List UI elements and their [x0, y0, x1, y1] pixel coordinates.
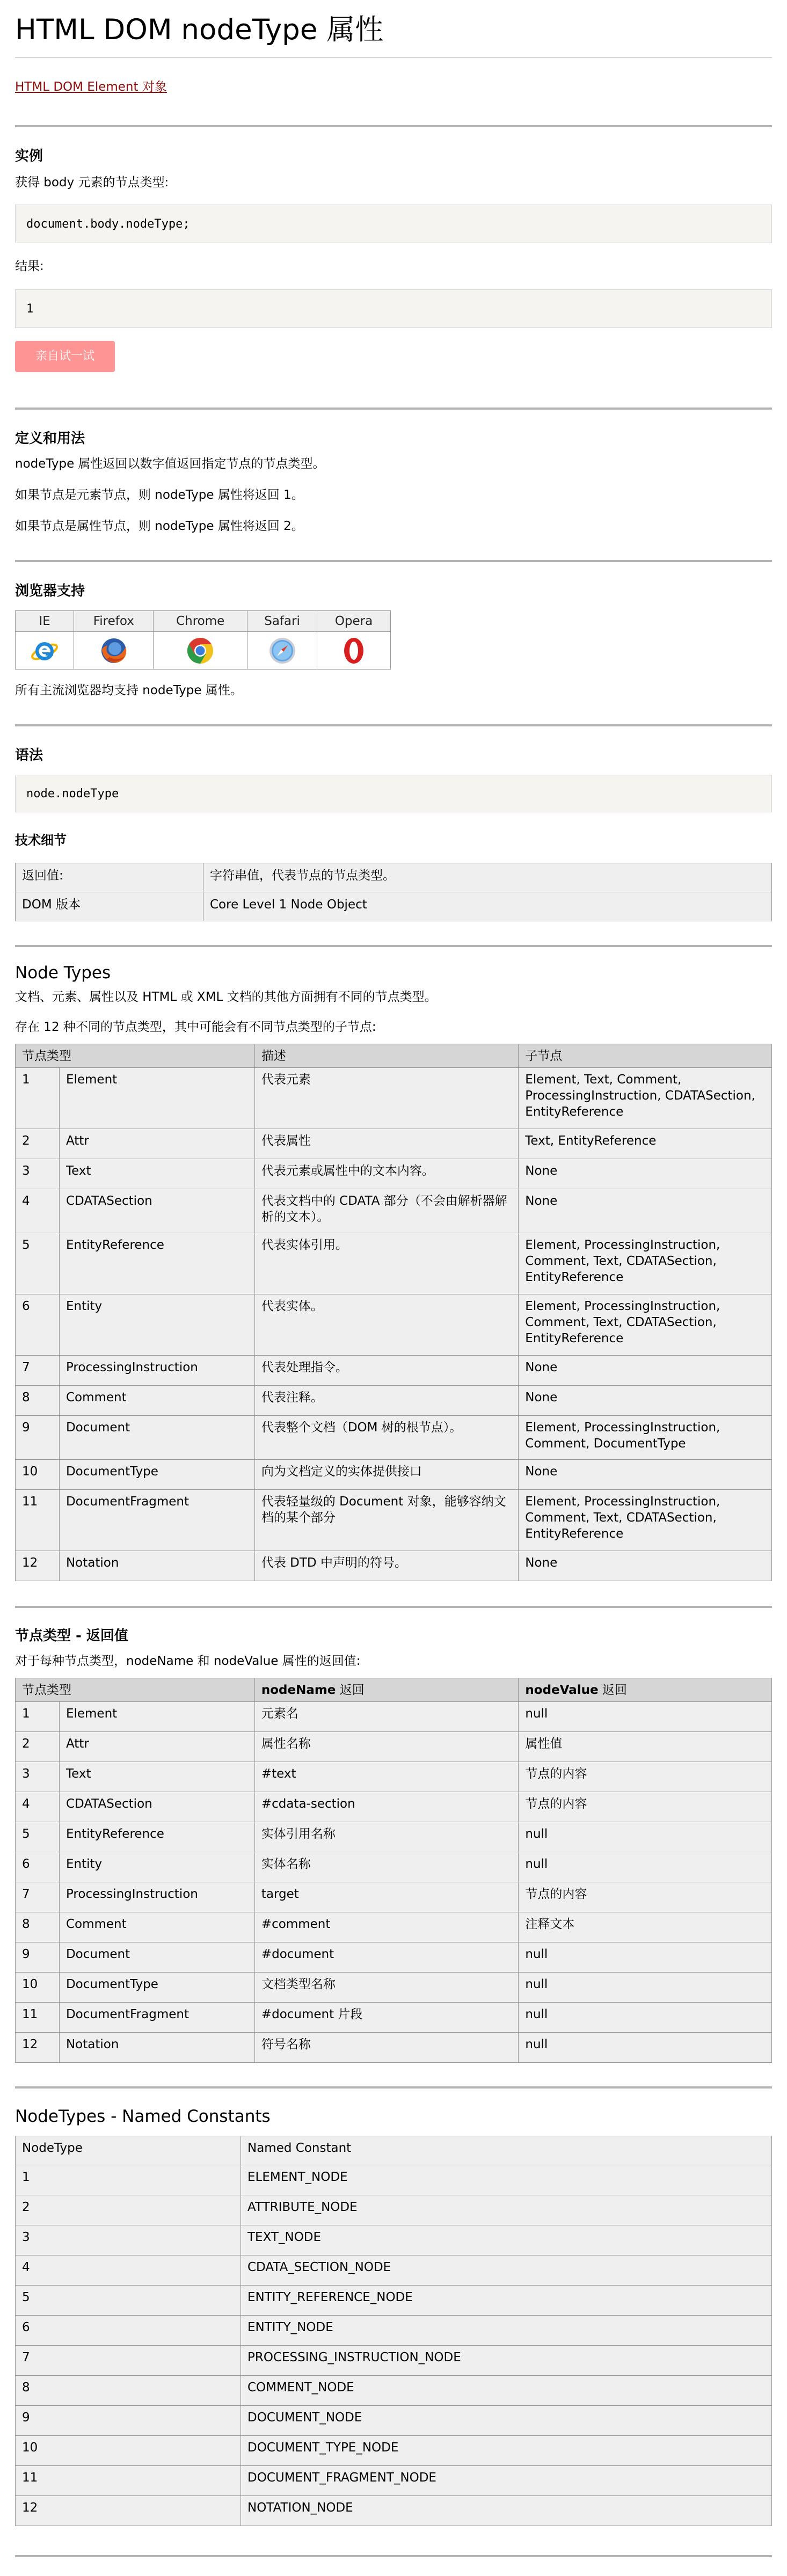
table-cell: None — [519, 1551, 772, 1581]
table-cell: null — [519, 2003, 772, 2033]
table-cell: Text — [59, 1762, 254, 1792]
table-cell: 12 — [16, 1551, 60, 1581]
table-cell: 9 — [16, 1942, 60, 1973]
try-it-button[interactable]: 亲自试一试 — [15, 341, 115, 372]
table-cell: null — [519, 1942, 772, 1973]
column-header-suffix: 返回 — [598, 1683, 627, 1697]
divider — [15, 560, 772, 562]
table-cell: 4 — [16, 1792, 60, 1822]
table-cell: 2 — [16, 1129, 60, 1159]
firefox-icon — [99, 636, 129, 666]
table-cell: 节点的内容 — [519, 1792, 772, 1822]
table-cell: 5 — [16, 2286, 241, 2316]
table-cell: 节点的内容 — [519, 1882, 772, 1912]
definition-line: 如果节点是属性节点，则 nodeType 属性将返回 2。 — [15, 519, 304, 533]
table-cell: 代表 DTD 中声明的符号。 — [254, 1551, 518, 1581]
table-row — [16, 1852, 772, 1882]
divider — [15, 125, 772, 127]
table-cell: 节点的内容 — [519, 1762, 772, 1792]
table-row — [16, 1762, 772, 1792]
table-cell: NOTATION_NODE — [241, 2496, 772, 2526]
table-cell: None — [519, 1460, 772, 1490]
syntax-code: node.nodeType — [15, 775, 772, 812]
table-cell: 实体引用名称 — [254, 1822, 519, 1852]
table-cell: 5 — [16, 1822, 60, 1852]
table-cell: 7 — [16, 1882, 60, 1912]
table-row — [16, 2436, 772, 2466]
table-cell: EntityReference — [59, 1233, 254, 1294]
browser-support-heading: 浏览器支持 — [15, 583, 85, 599]
table-cell: null — [519, 1702, 772, 1732]
table-cell: #document 片段 — [254, 2003, 519, 2033]
column-header-strong: nodeValue — [525, 1683, 599, 1697]
tech-value: 字符串值，代表节点的节点类型。 — [203, 863, 772, 892]
syntax-heading: 语法 — [15, 747, 43, 763]
node-types-desc: 存在 12 种不同的节点类型，其中可能会有不同节点类型的子节点: — [15, 1020, 376, 1034]
table-cell: 9 — [16, 1416, 60, 1460]
column-header — [254, 1678, 519, 1702]
table-cell: 4 — [16, 1189, 60, 1233]
table-cell: DOCUMENT_NODE — [241, 2406, 772, 2436]
table-cell: 6 — [16, 1294, 60, 1356]
table-row — [16, 2165, 772, 2195]
definition-heading: 定义和用法 — [15, 431, 85, 447]
divider — [15, 407, 772, 410]
table-cell: COMMENT_NODE — [241, 2376, 772, 2406]
table-row — [16, 2406, 772, 2436]
chrome-icon — [185, 636, 215, 666]
table-cell: 属性值 — [519, 1732, 772, 1762]
tech-details-table — [15, 863, 772, 921]
table-cell: Comment — [59, 1386, 254, 1416]
return-values-desc: 对于每种节点类型，nodeName 和 nodeValue 属性的返回值: — [15, 1654, 361, 1668]
table-cell: 12 — [16, 2033, 60, 2063]
table-cell: 11 — [16, 1490, 60, 1551]
divider — [15, 2086, 772, 2089]
table-row — [16, 1159, 772, 1189]
page-title: HTML DOM nodeType 属性 — [15, 13, 384, 46]
table-cell: target — [254, 1882, 519, 1912]
table-cell: 2 — [16, 2195, 241, 2225]
table-row — [16, 1189, 772, 1233]
table-cell: #comment — [254, 1912, 519, 1942]
return-values-table — [15, 1678, 772, 2063]
browser-name: Firefox — [74, 611, 154, 632]
table-cell: 8 — [16, 2376, 241, 2406]
table-cell: 2 — [16, 1732, 60, 1762]
table-row — [16, 2195, 772, 2225]
table-cell: Element — [59, 1702, 254, 1732]
browser-name: Opera — [317, 611, 391, 632]
browser-name: IE — [16, 611, 74, 632]
result-value: 1 — [15, 289, 772, 328]
table-cell: 代表整个文档（DOM 树的根节点）。 — [254, 1416, 518, 1460]
table-cell: 元素名 — [254, 1702, 519, 1732]
table-cell: 5 — [16, 1233, 60, 1294]
table-cell: Entity — [59, 1852, 254, 1882]
table-cell: Attr — [59, 1129, 254, 1159]
table-cell: ProcessingInstruction — [59, 1882, 254, 1912]
table-cell: ProcessingInstruction — [59, 1356, 254, 1386]
table-cell: 11 — [16, 2003, 60, 2033]
table-cell: Document — [59, 1942, 254, 1973]
table-cell: 代表元素或属性中的文本内容。 — [254, 1159, 518, 1189]
table-cell: None — [519, 1189, 772, 1233]
table-cell: 10 — [16, 1460, 60, 1490]
table-cell: 6 — [16, 1852, 60, 1882]
table-cell: 向为文档定义的实体提供接口 — [254, 1460, 518, 1490]
table-cell: 属性名称 — [254, 1732, 519, 1762]
table-cell: null — [519, 1852, 772, 1882]
table-row — [16, 1912, 772, 1942]
table-row — [16, 1551, 772, 1581]
table-cell: None — [519, 1159, 772, 1189]
table-cell: Element — [59, 1068, 254, 1129]
table-cell: 6 — [16, 2316, 241, 2346]
table-cell: 符号名称 — [254, 2033, 519, 2063]
table-cell: DocumentType — [59, 1973, 254, 2003]
table-cell: null — [519, 1973, 772, 2003]
table-row — [16, 2496, 772, 2526]
table-row — [16, 2286, 772, 2316]
table-cell: 12 — [16, 2496, 241, 2526]
column-header-suffix: 返回 — [336, 1683, 365, 1697]
table-cell: Entity — [59, 1294, 254, 1356]
constants-heading: NodeTypes - Named Constants — [15, 2107, 271, 2126]
table-cell: DocumentFragment — [59, 1490, 254, 1551]
table-row — [16, 1490, 772, 1551]
table-row — [16, 2346, 772, 2376]
table-cell: 3 — [16, 2225, 241, 2255]
column-header-strong: nodeName — [261, 1683, 336, 1697]
divider — [15, 1606, 772, 1608]
table-cell: 代表注释。 — [254, 1386, 518, 1416]
node-types-heading: Node Types — [15, 963, 111, 983]
table-row — [16, 2033, 772, 2063]
browser-name: Safari — [247, 611, 317, 632]
constants-table — [15, 2136, 772, 2526]
table-cell: 代表属性 — [254, 1129, 518, 1159]
table-cell: Element, Text, Comment, ProcessingInstruction, CDATASection, EntityReference — [519, 1068, 772, 1129]
table-cell: 4 — [16, 2255, 241, 2286]
return-values-heading: 节点类型 - 返回值 — [15, 1628, 128, 1644]
table-cell: 代表实体引用。 — [254, 1233, 518, 1294]
table-row — [16, 1882, 772, 1912]
table-cell: TEXT_NODE — [241, 2225, 772, 2255]
table-cell: 代表轻量级的 Document 对象，能够容纳文档的某个部分 — [254, 1490, 518, 1551]
table-row — [16, 1294, 772, 1356]
table-cell: Element, ProcessingInstruction, Comment, Text, CDATASection, EntityReference — [519, 1490, 772, 1551]
column-header: NodeType — [16, 2136, 241, 2165]
divider — [15, 945, 772, 947]
table-cell: Document — [59, 1416, 254, 1460]
table-cell: PROCESSING_INSTRUCTION_NODE — [241, 2346, 772, 2376]
table-cell: Attr — [59, 1732, 254, 1762]
column-header — [519, 1678, 772, 1702]
table-cell: #text — [254, 1762, 519, 1792]
node-types-table — [15, 1044, 772, 1581]
table-row — [16, 2255, 772, 2286]
table-cell: 7 — [16, 1356, 60, 1386]
definition-line: 如果节点是元素节点，则 nodeType 属性将返回 1。 — [15, 488, 304, 502]
definition-line: nodeType 属性返回以数字值返回指定节点的节点类型。 — [15, 457, 325, 471]
table-cell: null — [519, 1822, 772, 1852]
table-row — [16, 1356, 772, 1386]
table-cell: ENTITY_NODE — [241, 2316, 772, 2346]
table-cell: 10 — [16, 1973, 60, 2003]
table-row — [16, 1942, 772, 1973]
table-cell: 实体名称 — [254, 1852, 519, 1882]
table-cell: null — [519, 2033, 772, 2063]
table-row — [16, 2466, 772, 2496]
table-row — [16, 2316, 772, 2346]
table-cell: DOCUMENT_FRAGMENT_NODE — [241, 2466, 772, 2496]
table-cell: 代表文档中的 CDATA 部分（不会由解析器解析的文本）。 — [254, 1189, 518, 1233]
table-row — [16, 1386, 772, 1416]
table-cell: 11 — [16, 2466, 241, 2496]
table-cell: DOCUMENT_TYPE_NODE — [241, 2436, 772, 2466]
opera-icon — [339, 636, 369, 666]
table-cell: CDATASection — [59, 1189, 254, 1233]
table-cell: ENTITY_REFERENCE_NODE — [241, 2286, 772, 2316]
table-cell: None — [519, 1356, 772, 1386]
table-cell: 注释文本 — [519, 1912, 772, 1942]
table-cell: #document — [254, 1942, 519, 1973]
example-desc: 获得 body 元素的节点类型: — [15, 176, 169, 190]
table-cell: 10 — [16, 2436, 241, 2466]
column-header: 描述 — [254, 1044, 518, 1068]
browser-support-note: 所有主流浏览器均支持 nodeType 属性。 — [15, 683, 243, 697]
table-cell: 代表元素 — [254, 1068, 518, 1129]
table-cell: CDATA_SECTION_NODE — [241, 2255, 772, 2286]
column-header: 节点类型 — [16, 1678, 255, 1702]
tech-details-heading: 技术细节 — [15, 833, 67, 848]
table-cell: Element, ProcessingInstruction, Comment, Text, CDATASection, EntityReference — [519, 1233, 772, 1294]
ie-icon — [30, 636, 60, 666]
table-cell: Text, EntityReference — [519, 1129, 772, 1159]
table-row — [16, 1822, 772, 1852]
table-row — [16, 1702, 772, 1732]
column-header: 子节点 — [519, 1044, 772, 1068]
tech-value: Core Level 1 Node Object — [203, 892, 772, 921]
table-cell: 文档类型名称 — [254, 1973, 519, 2003]
tech-label: DOM 版本 — [16, 892, 203, 921]
table-cell: 8 — [16, 1912, 60, 1942]
table-cell: #cdata-section — [254, 1792, 519, 1822]
table-row — [16, 1792, 772, 1822]
table-row — [16, 2003, 772, 2033]
table-cell: Notation — [59, 2033, 254, 2063]
example-heading: 实例 — [15, 148, 43, 164]
divider — [15, 2555, 772, 2557]
table-row — [16, 1973, 772, 2003]
browser-name: Chrome — [154, 611, 247, 632]
table-cell: None — [519, 1386, 772, 1416]
back-link[interactable]: HTML DOM Element 对象 — [15, 80, 167, 94]
table-row — [16, 1416, 772, 1460]
table-cell: DocumentType — [59, 1460, 254, 1490]
table-cell: 1 — [16, 2165, 241, 2195]
table-cell: 3 — [16, 1762, 60, 1792]
table-cell: 8 — [16, 1386, 60, 1416]
table-cell: CDATASection — [59, 1792, 254, 1822]
browser-support-table — [15, 610, 391, 670]
table-row — [16, 2225, 772, 2255]
table-cell: ELEMENT_NODE — [241, 2165, 772, 2195]
divider — [15, 724, 772, 726]
table-cell: 7 — [16, 2346, 241, 2376]
table-cell: 1 — [16, 1068, 60, 1129]
table-row — [16, 1732, 772, 1762]
table-row — [16, 2376, 772, 2406]
table-cell: ATTRIBUTE_NODE — [241, 2195, 772, 2225]
tech-label: 返回值: — [16, 863, 203, 892]
table-row — [16, 1129, 772, 1159]
safari-icon — [267, 636, 297, 666]
table-row — [16, 1068, 772, 1129]
table-cell: Text — [59, 1159, 254, 1189]
table-cell: Notation — [59, 1551, 254, 1581]
table-row — [16, 1233, 772, 1294]
table-cell: 1 — [16, 1702, 60, 1732]
table-cell: 代表实体。 — [254, 1294, 518, 1356]
table-cell: 代表处理指令。 — [254, 1356, 518, 1386]
table-row — [16, 1460, 772, 1490]
table-cell: Element, ProcessingInstruction, Comment, DocumentType — [519, 1416, 772, 1460]
column-header: 节点类型 — [16, 1044, 255, 1068]
table-cell: Comment — [59, 1912, 254, 1942]
table-cell: 3 — [16, 1159, 60, 1189]
column-header: Named Constant — [241, 2136, 772, 2165]
example-code: document.body.nodeType; — [15, 205, 772, 243]
table-cell: DocumentFragment — [59, 2003, 254, 2033]
node-types-desc: 文档、元素、属性以及 HTML 或 XML 文档的其他方面拥有不同的节点类型。 — [15, 990, 437, 1004]
table-cell: EntityReference — [59, 1822, 254, 1852]
table-cell: Element, ProcessingInstruction, Comment, Text, CDATASection, EntityReference — [519, 1294, 772, 1356]
result-label: 结果: — [15, 259, 44, 273]
table-cell: 9 — [16, 2406, 241, 2436]
